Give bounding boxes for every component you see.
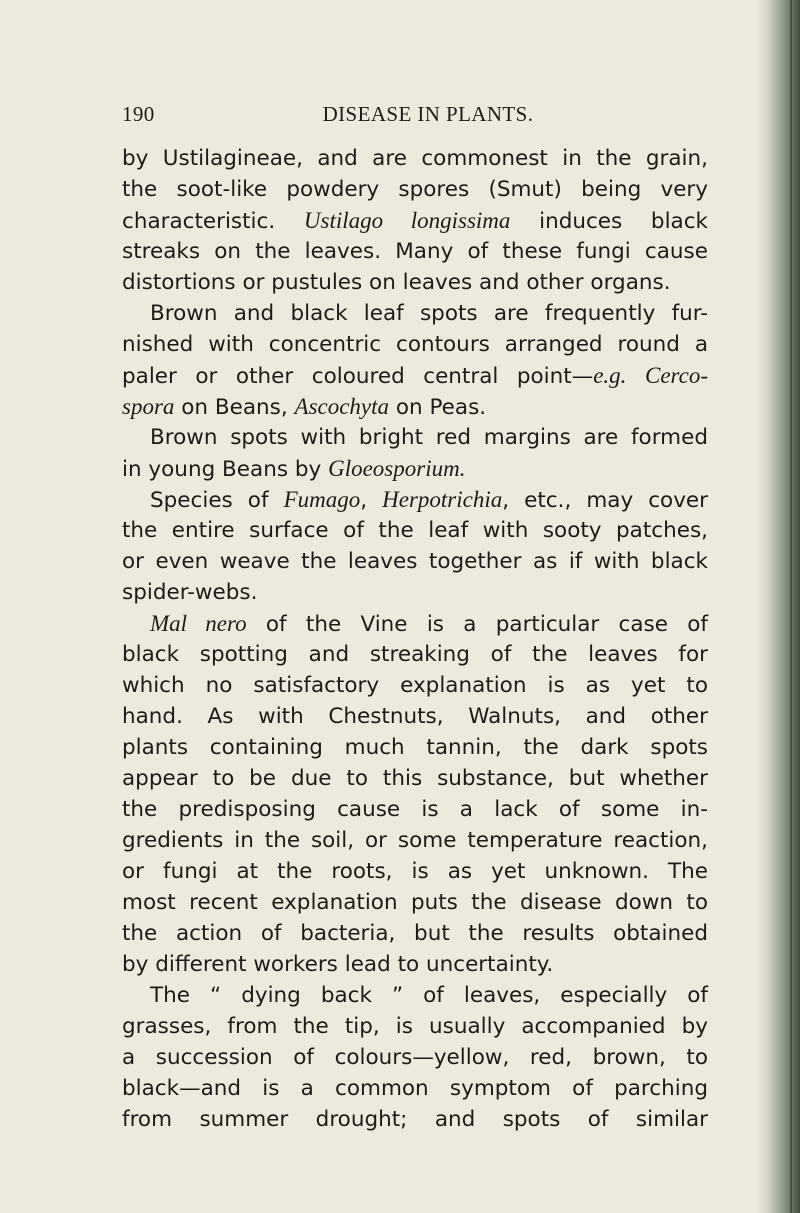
- text-segment: or fungi at the roots, is as yet unknown. The: [122, 859, 708, 884]
- text-segment: ,: [360, 488, 383, 513]
- text-segment: The “ dying back ” of leaves, especially of: [150, 983, 708, 1008]
- text-line: [122, 980, 708, 1011]
- text-line: [122, 1073, 708, 1104]
- italic-text: Herpotrichia: [382, 487, 503, 512]
- text-line: [122, 422, 708, 453]
- text-segment: or even weave the leaves together as if with black: [122, 549, 708, 574]
- text-segment: appear to be due to this substance, but whether: [122, 766, 708, 791]
- text-segment: in young Beans by: [122, 457, 329, 482]
- text-line: [122, 205, 708, 236]
- body-text: [122, 143, 708, 1135]
- text-segment: paler or other coloured central point—: [122, 364, 594, 389]
- text-segment: of the Vine is a particular case of: [246, 612, 709, 637]
- text-segment: the entire surface of the leaf with sooty patches,: [122, 518, 708, 543]
- text-line: [122, 546, 708, 577]
- text-segment: by different workers lead to uncertainty.: [122, 952, 554, 977]
- text-line: [122, 360, 708, 391]
- text-line: [122, 391, 708, 422]
- text-line: [122, 174, 708, 205]
- text-segment: plants containing much tannin, the dark spots: [122, 735, 708, 760]
- text-segment: from summer drought; and spots of similar: [122, 1107, 708, 1132]
- text-segment: Species of: [150, 488, 284, 513]
- text-line: [122, 298, 708, 329]
- text-segment: which no satisfactory explanation is as yet to: [122, 673, 708, 698]
- text-segment: the soot-like powdery spores (Smut) being very: [122, 177, 708, 202]
- text-line: [122, 236, 708, 267]
- text-line: [122, 701, 708, 732]
- text-line: [122, 856, 708, 887]
- text-line: [122, 267, 708, 298]
- italic-text: spora: [122, 394, 175, 419]
- text-segment: grasses, from the tip, is usually accompanied by: [122, 1014, 708, 1039]
- text-line: [122, 825, 708, 856]
- text-segment: distortions or pustules on leaves and other organs.: [122, 270, 671, 295]
- text-segment: on Peas.: [389, 395, 487, 420]
- text-line: [122, 1042, 708, 1073]
- text-line: [122, 608, 708, 639]
- text-line: [122, 1011, 708, 1042]
- text-segment: on Beans,: [174, 395, 295, 420]
- text-segment: induces black: [510, 209, 708, 234]
- text-line: [122, 918, 708, 949]
- italic-text: Ascochyta: [294, 394, 390, 419]
- text-segment: by Ustilagineae, and are commonest in the grain,: [122, 146, 708, 171]
- text-segment: a succession of colours—yellow, red, brown, to: [122, 1045, 708, 1070]
- page-edge: [756, 0, 800, 1213]
- text-segment: [626, 364, 645, 389]
- text-segment: Brown spots with bright red margins are formed: [150, 425, 708, 450]
- text-line: [122, 1104, 708, 1135]
- page-number: 190: [122, 102, 155, 126]
- text-line: [122, 329, 708, 360]
- text-line: [122, 794, 708, 825]
- text-line: [122, 577, 708, 608]
- text-line: [122, 453, 708, 484]
- text-segment: the predisposing cause is a lack of some in-: [122, 797, 708, 822]
- text-segment: gredients in the soil, or some temperature reaction,: [122, 828, 708, 853]
- italic-text: Ustilago longissima: [303, 208, 511, 233]
- text-segment: black—and is a common symptom of parching: [122, 1076, 708, 1101]
- italic-text: Mal nero: [150, 611, 247, 636]
- text-line: [122, 515, 708, 546]
- italic-text: Fumago: [283, 487, 361, 512]
- italic-text: e.g.: [593, 363, 627, 388]
- text-line: [122, 732, 708, 763]
- text-segment: spider-webs.: [122, 580, 258, 605]
- text-segment: hand. As with Chestnuts, Walnuts, and other: [122, 704, 708, 729]
- text-segment: nished with concentric contours arranged round a: [122, 332, 708, 357]
- text-segment: Brown and black leaf spots are frequently fur-: [150, 301, 708, 326]
- text-segment: most recent explanation puts the disease down to: [122, 890, 708, 915]
- text-segment: streaks on the leaves. Many of these fungi cause: [122, 239, 708, 264]
- page-edge-line: [790, 0, 792, 1213]
- text-line: [122, 484, 708, 515]
- italic-text: Gloeosporium.: [328, 456, 466, 481]
- running-title: DISEASE IN PLANTS.: [322, 102, 534, 126]
- text-line: [122, 670, 708, 701]
- text-segment: the action of bacteria, but the results obtained: [122, 921, 708, 946]
- text-line: [122, 949, 708, 980]
- italic-text: Cerco-: [644, 363, 708, 388]
- text-line: [122, 763, 708, 794]
- text-line: [122, 887, 708, 918]
- text-line: [122, 143, 708, 174]
- text-segment: , etc., may cover: [502, 488, 708, 513]
- text-line: [122, 639, 708, 670]
- text-segment: black spotting and streaking of the leaves for: [122, 642, 708, 667]
- text-segment: characteristic.: [122, 209, 304, 234]
